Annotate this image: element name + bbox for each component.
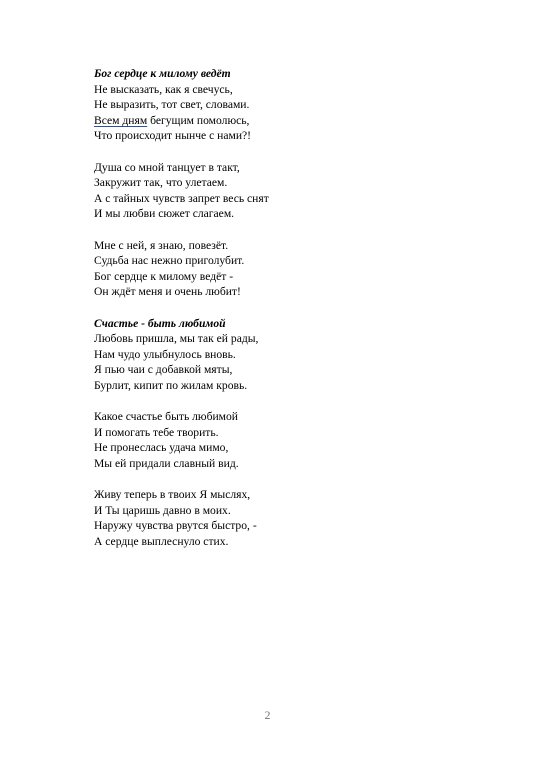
poem-line: Любовь пришла, мы так ей рады, bbox=[94, 332, 259, 346]
poem-line: И мы любви сюжет слагаем. bbox=[94, 207, 235, 221]
poem-line: Мы ей придали славный вид. bbox=[94, 456, 239, 470]
underlined-phrase: Всем дням bbox=[94, 113, 148, 127]
stanza-break bbox=[94, 471, 494, 487]
poem-title: Бог сердце к милому ведёт bbox=[94, 67, 231, 80]
poem-line: Какое счастье быть любимой bbox=[94, 410, 239, 424]
poem-line: Я пью чаи с добавкой мяты, bbox=[94, 363, 233, 377]
poem-line: Бог сердце к милому ведёт - bbox=[94, 269, 234, 283]
poem-line: Он ждёт меня и очень любит! bbox=[94, 285, 241, 299]
poem-line: Наружу чувства рвутся быстро, - bbox=[94, 519, 257, 533]
poem-title: Счастье - быть любимой bbox=[94, 316, 226, 330]
poem-line: Судьба нас нежно приголубит. bbox=[94, 254, 245, 268]
stanza-break bbox=[94, 222, 494, 238]
stanza-break bbox=[94, 300, 494, 316]
stanza-break bbox=[94, 393, 494, 409]
poem-line-rest: бегущим помолюсь, bbox=[147, 113, 250, 127]
stanza-break bbox=[94, 144, 494, 160]
poem-line: А сердце выплеснуло стих. bbox=[94, 534, 229, 548]
poem-line bbox=[94, 113, 494, 129]
poem-line: Нам чудо улыбнулось вновь. bbox=[94, 347, 236, 361]
poem-line: Не пронеслась удача мимо, bbox=[94, 441, 229, 455]
poem-line: Бурлит, кипит по жилам кровь. bbox=[94, 378, 248, 392]
poem-line: Живу теперь в твоих Я мыслях, bbox=[94, 488, 251, 502]
poems-text-block bbox=[94, 66, 494, 549]
poem-line: И помогать тебе творить. bbox=[94, 425, 219, 439]
poem-line: Закружит так, что улетаем. bbox=[94, 176, 228, 190]
poem-line: Что происходит нынче с нами?! bbox=[94, 129, 252, 143]
poem-line: И Ты царишь давно в моих. bbox=[94, 503, 231, 517]
poem-line: А с тайных чувств запрет весь снят bbox=[94, 191, 269, 205]
poem-line: Мне с ней, я знаю, повезёт. bbox=[94, 238, 229, 252]
poem-line: Не выразить, тот свет, словами. bbox=[94, 98, 250, 112]
poem-line: Не высказать, как я свечусь, bbox=[94, 82, 233, 96]
page-number: 2 bbox=[264, 708, 271, 722]
poem-line: Душа со мной танцует в такт, bbox=[94, 160, 240, 174]
